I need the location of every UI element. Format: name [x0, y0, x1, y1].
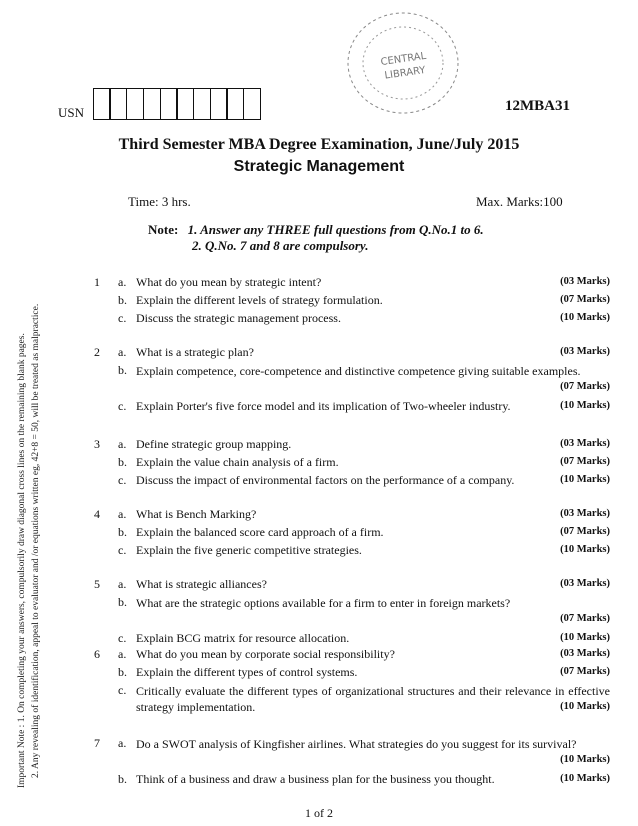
part-text: Explain the different levels of strategy formulation. — [136, 293, 383, 307]
stamp-line2: LIBRARY — [383, 65, 427, 82]
part-letter: a. — [118, 647, 127, 661]
question-number: 1 — [94, 275, 100, 289]
part-letter: b. — [118, 363, 127, 377]
usn-digit-box[interactable] — [176, 88, 194, 120]
part-text: Think of a business and draw a business plan for the business you thought. — [136, 772, 495, 786]
part-letter: c. — [118, 399, 127, 413]
exam-title: Third Semester MBA Degree Examination, June/July 2015 — [118, 136, 520, 153]
part-letter: b. — [118, 772, 127, 786]
note-line2-wrap — [192, 238, 368, 254]
max-marks: Max. Marks:100 — [476, 194, 563, 209]
note-prefix: Note: — [148, 222, 179, 237]
part-text: Discuss the impact of environmental factors on the performance of a company. — [136, 473, 515, 487]
part-marks: (10 Marks) — [560, 474, 610, 485]
note-line1: 1. Answer any THREE full questions from Q.No.1 to 6. — [187, 222, 484, 237]
part-text: Discuss the strategic management process. — [136, 311, 341, 325]
part-letter: c. — [118, 473, 127, 487]
part-marks: (07 Marks) — [560, 381, 610, 392]
part-text: What is Bench Marking? — [136, 507, 257, 521]
page-number: 1 of 2 — [305, 806, 333, 820]
part-text: Critically evaluate the different types of organizational structures and their relevance in effective strategy implementation. — [136, 684, 610, 714]
part-marks: (03 Marks) — [560, 346, 610, 357]
part-marks: (10 Marks) — [560, 754, 610, 765]
library-stamp — [343, 8, 463, 123]
part-marks: (03 Marks) — [560, 438, 610, 449]
part-marks: (03 Marks) — [560, 276, 610, 287]
part-text: Explain the balanced score card approach of a firm. — [136, 525, 384, 539]
part-marks: (07 Marks) — [560, 294, 610, 305]
usn-label: USN — [58, 105, 85, 120]
side-note-line1: Important Note : 1. On completing your answers, compulsorily draw diagonal cross lines on the remaining blank pages. — [17, 333, 27, 788]
part-letter: a. — [118, 577, 127, 591]
part-letter: a. — [118, 275, 127, 289]
part-marks: (07 Marks) — [560, 526, 610, 537]
instructions-note — [148, 222, 484, 238]
part-letter: c. — [118, 683, 127, 697]
part-letter: b. — [118, 293, 127, 307]
part-letter: a. — [118, 345, 127, 359]
part-text: Define strategic group mapping. — [136, 437, 292, 451]
part-marks: (07 Marks) — [560, 666, 610, 677]
part-text: Explain the different types of control systems. — [136, 665, 358, 679]
part-letter: b. — [118, 525, 127, 539]
usn-digit-box[interactable] — [109, 88, 127, 120]
question-number: 3 — [94, 437, 100, 451]
part-text: What do you mean by corporate social responsibility? — [136, 647, 395, 661]
note-line2: 2. Q.No. 7 and 8 are compulsory. — [192, 238, 369, 253]
part-letter: c. — [118, 311, 127, 325]
part-letter: b. — [118, 455, 127, 469]
question-number: 2 — [94, 345, 100, 359]
side-important-note — [14, 190, 41, 790]
usn-digit-box[interactable] — [243, 88, 261, 120]
part-marks: (10 Marks) — [560, 312, 610, 323]
usn-digit-box[interactable] — [210, 88, 228, 120]
question-number: 5 — [94, 577, 100, 591]
question-number: 7 — [94, 736, 100, 750]
part-letter: a. — [118, 736, 127, 750]
part-text: Explain BCG matrix for resource allocation. — [136, 631, 350, 645]
part-letter: a. — [118, 507, 127, 521]
usn-digit-box[interactable] — [126, 88, 144, 120]
part-text: Do a SWOT analysis of Kingfisher airlines. What strategies do you suggest for its survival? — [136, 737, 577, 751]
paper-code: 12MBA31 — [505, 98, 570, 114]
part-text: What do you mean by strategic intent? — [136, 275, 322, 289]
part-text: Explain the value chain analysis of a firm. — [136, 455, 339, 469]
part-text: Explain the five generic competitive strategies. — [136, 543, 362, 557]
part-letter: a. — [118, 437, 127, 451]
part-text: What are the strategic options available for a firm to enter in foreign markets? — [136, 596, 511, 610]
part-letter: b. — [118, 665, 127, 679]
part-marks: (03 Marks) — [560, 578, 610, 589]
part-text: Explain Porter's five force model and its implication of Two-wheeler industry. — [136, 399, 511, 413]
part-marks: (10 Marks) — [560, 773, 610, 784]
usn-digit-box[interactable] — [226, 88, 244, 120]
part-marks: (10 Marks) — [560, 544, 610, 555]
part-text: What is strategic alliances? — [136, 577, 267, 591]
part-marks: (07 Marks) — [560, 456, 610, 467]
part-marks: (07 Marks) — [560, 613, 610, 624]
part-marks: (03 Marks) — [560, 648, 610, 659]
usn-boxes — [94, 88, 261, 120]
usn-digit-box[interactable] — [193, 88, 211, 120]
part-marks: (03 Marks) — [560, 508, 610, 519]
part-text: Explain competence, core-competence and distinctive competence giving suitable examples. — [136, 364, 581, 378]
stamp-line1: CENTRAL — [379, 50, 427, 69]
usn-digit-box[interactable] — [143, 88, 161, 120]
subject-title: Strategic Management — [233, 158, 405, 175]
usn-digit-box[interactable] — [160, 88, 178, 120]
part-text: What is a strategic plan? — [136, 345, 254, 359]
part-marks: (10 Marks) — [560, 701, 610, 712]
part-marks: (10 Marks) — [560, 632, 610, 643]
question-number: 6 — [94, 647, 100, 661]
question-number: 4 — [94, 507, 100, 521]
part-letter: c. — [118, 631, 127, 645]
part-letter: c. — [118, 543, 127, 557]
side-note-line2: 2. Any revealing of identification, appeal to evaluator and /or equations written eg, 42+8 = 50, will be treated as malpractice. — [31, 303, 41, 778]
usn-digit-box[interactable] — [93, 88, 111, 120]
part-letter: b. — [118, 595, 127, 609]
time-allowed: Time: 3 hrs. — [128, 194, 191, 209]
part-marks: (10 Marks) — [560, 400, 610, 411]
